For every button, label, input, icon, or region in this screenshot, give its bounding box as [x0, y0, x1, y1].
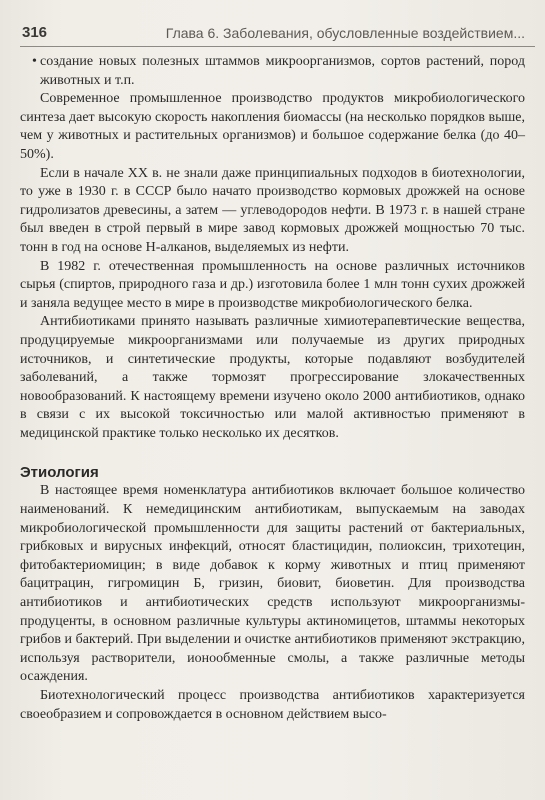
- page-number: 316: [22, 24, 48, 41]
- page-header: [20, 24, 535, 48]
- paragraph-nomenclature: В настоящее время номенклатура антибиотиков включает большое количество наименований. К немедицинским антибиотикам, выпускаемым на заводах микробиологической промышленности для защиты растений от бактериальных, грибковых и вирусных инфекций, относят бластицидин, полиоксин, трихотецин, фитобактериомицин; в виде добавок к корму животных и птиц применяют бацитрацин, гигромицин Б, гризин, биовит, биоветин. Для производства антибиотиков и антибиотических средств используют микроорганизмы-продуценты, в основном различные культуры актиномицетов, штаммы некоторых грибов и бактерий. При выделении и очистке антибиотиков применяют экстракцию, используя растворители, ионообменные смолы, а также различные методы осаждения.: [20, 483, 525, 685]
- bullet-icon: •: [32, 54, 37, 69]
- paragraph-biomass: Современное промышленное производство продуктов микробиологического синтеза дает высокую скорость накопления биомассы (на несколько порядков выше, чем у животных и растительных организмов) и большое содержание белка (до 40–50%).: [20, 91, 525, 162]
- section-heading: Этиология: [20, 464, 99, 482]
- page-body: [20, 53, 525, 724]
- paragraph-antibiotics-definition: Антибиотиками принято называть различные химиотерапевтические вещества, продуцируемые микроорганизмами или получаемые из других природных источников, и синтетические продукты, которые подавляют возбудителей заболеваний, а также тормозят прогрессирование злокачественных новообразований. К настоящему времени изучено около 2000 антибиотиков, однако в связи с их высокой токсичностью или малой активностью применяют в медицинской практике только несколько их десятков.: [20, 314, 525, 441]
- paragraph-biotech-process: Биотехнологический процесс производства антибиотиков характеризуется своеобразием и сопровождается в основном действием высо-: [20, 688, 525, 722]
- paragraph-history: Если в начале XX в. не знали даже принципиальных подходов в биотехнологии, то уже в 1930 г. в СССР было начато производство кормовых дрожжей на основе гидролизатов древесины, а затем — углеводородов нефти. В 1973 г. в нашей стране был введен в строй первый в мире завод кормовых дрожжей мощностью 70 тыс. тонн в год на основе Н-алканов, выделяемых из нефти.: [20, 165, 525, 255]
- header-divider: [20, 46, 535, 47]
- bullet-text: создание новых полезных штаммов микроорганизмов, сортов растений, пород животных и т.п.: [40, 54, 525, 88]
- running-head: Глава 6. Заболевания, обусловленные воздействием...: [165, 25, 525, 41]
- paragraph-1982: В 1982 г. отечественная промышленность на основе различных источников сырья (спиртов, природного газа и др.) изготовила более 1 млн тонн сухих дрожжей и заняла ведущее место в мире в производстве микробиологического белка.: [20, 258, 525, 311]
- bullet-item: [20, 53, 525, 90]
